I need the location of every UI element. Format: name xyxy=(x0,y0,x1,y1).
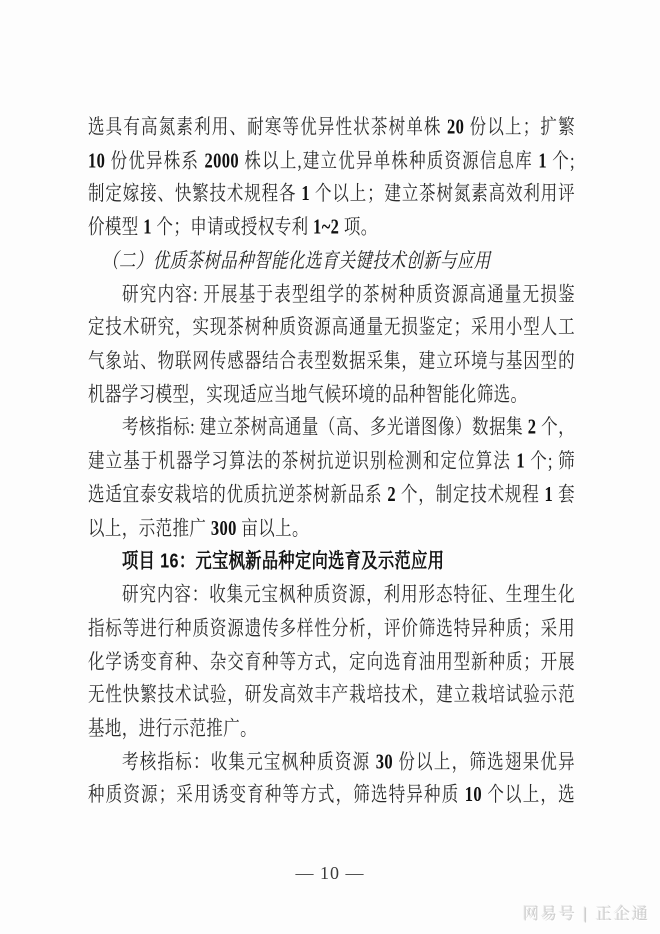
text-run: 项。 xyxy=(339,214,378,239)
text-line xyxy=(88,278,575,311)
text-line xyxy=(88,111,575,144)
bold-number: 30 xyxy=(375,749,394,774)
text-run: 株以上,建立优异单株种质资源信息库 xyxy=(239,148,539,172)
text-run: 价模型 xyxy=(88,214,144,239)
text-run: 建立基于机器学习算法的茶树抗逆识别检测和定位算法 xyxy=(88,448,517,473)
netease-watermark: 网易号 | 正企通 xyxy=(522,906,650,923)
text-line xyxy=(88,579,575,612)
bold-number: 2 xyxy=(527,415,537,440)
text-run: 选适宜泰安栽培的优质抗逆茶树新品系 xyxy=(88,482,388,506)
text-line xyxy=(88,779,575,812)
text-run: （二）优质茶树品种智能化选育关键技术创新与应用 xyxy=(102,248,491,273)
bold-number: 10 xyxy=(88,148,106,172)
bold-number: 2000 xyxy=(204,148,240,172)
text-run: 机器学习模型，实现适应当地气候环境的品种智能化筛选。 xyxy=(88,381,528,406)
text-run: 份以上，筛选翅果优异 xyxy=(393,749,575,774)
bold-number: 2 xyxy=(387,482,397,506)
text-line xyxy=(88,178,575,211)
text-line xyxy=(88,612,575,645)
text-line xyxy=(88,412,575,445)
text-run: 个以上；建立茶树氮素高效利用评 xyxy=(310,181,575,206)
text-run: 制定嫁接、快繁技术规程各 xyxy=(88,181,302,206)
text-run: 气象站、物联网传感器结合表型数据采集，建立环境与基因型的 xyxy=(88,348,575,373)
text-run: 套 xyxy=(553,482,576,506)
bold-number: 16 xyxy=(160,550,179,573)
text-run: 以上，示范推广 xyxy=(88,515,211,540)
text-line xyxy=(88,512,575,545)
text-run: 个; 筛 xyxy=(524,448,576,473)
text-run: 定技术研究，实现茶树种质资源高通量无损鉴定；采用小型人工 xyxy=(88,315,575,339)
text-line xyxy=(88,345,575,378)
text-line xyxy=(88,746,575,779)
text-line xyxy=(88,478,575,511)
text-run: 研究内容：收集元宝枫种质资源，利用形态特征、生理生化 xyxy=(122,582,575,607)
text-line xyxy=(88,245,575,278)
bold-number: 10 xyxy=(464,782,483,807)
text-run: 项目 xyxy=(122,550,161,573)
text-run: 个；申请或授权专利 xyxy=(151,214,314,239)
text-line xyxy=(88,712,575,745)
text-line xyxy=(88,645,575,678)
text-run: 基地，进行示范推广。 xyxy=(88,715,257,740)
document-body xyxy=(88,111,575,812)
text-line xyxy=(88,211,575,244)
text-line xyxy=(88,545,575,578)
text-run: 个以上，选 xyxy=(482,782,575,807)
bold-number: 1 xyxy=(544,482,554,506)
bold-number: 300 xyxy=(210,515,237,540)
text-run: 考核指标：收集元宝枫种质资源 xyxy=(122,749,376,774)
text-run: ：元宝枫新品种定向选育及示范应用 xyxy=(178,550,445,573)
text-line xyxy=(88,679,575,712)
text-run: 种质资源；采用诱变育种等方式，筛选特异种质 xyxy=(88,782,465,807)
text-line xyxy=(88,144,575,177)
text-run: 研究内容: 开展基于表型组学的茶树种质资源高通量无损鉴 xyxy=(122,281,575,306)
text-run: 选具有高氮素利用、耐寒等优异性状茶树单株 xyxy=(88,114,448,139)
text-run: 无性快繁技术试验，研发高效丰产栽培技术，建立栽培试验示范 xyxy=(88,682,575,707)
text-run: 指标等进行种质资源遗传多样性分析，评价筛选特异种质；采用 xyxy=(88,615,575,640)
bold-number: 1 xyxy=(143,214,152,239)
bold-number: 1~2 xyxy=(313,214,340,239)
text-run: 化学诱变育种、杂交育种等方式，定向选育油用型新种质；开展 xyxy=(88,649,575,673)
bold-number: 20 xyxy=(447,114,465,139)
bold-number: 1 xyxy=(516,448,525,473)
text-line xyxy=(88,378,575,411)
text-line xyxy=(88,445,575,478)
bold-number: 1 xyxy=(301,181,311,206)
text-run: 个，制定技术规程 xyxy=(396,482,545,506)
text-run: 份优异株系 xyxy=(105,148,205,172)
text-run: 个， xyxy=(536,415,576,440)
bold-number: 1 xyxy=(538,148,547,172)
text-run: 亩以上。 xyxy=(236,515,309,540)
text-run: 考核指标: 建立茶树高通量（高、多光谱图像）数据集 xyxy=(122,415,528,440)
page-number: — 10 — xyxy=(295,863,365,883)
text-run: 份以上；扩繁 xyxy=(464,114,575,139)
text-line xyxy=(88,311,575,344)
text-run: 个; xyxy=(546,148,575,172)
